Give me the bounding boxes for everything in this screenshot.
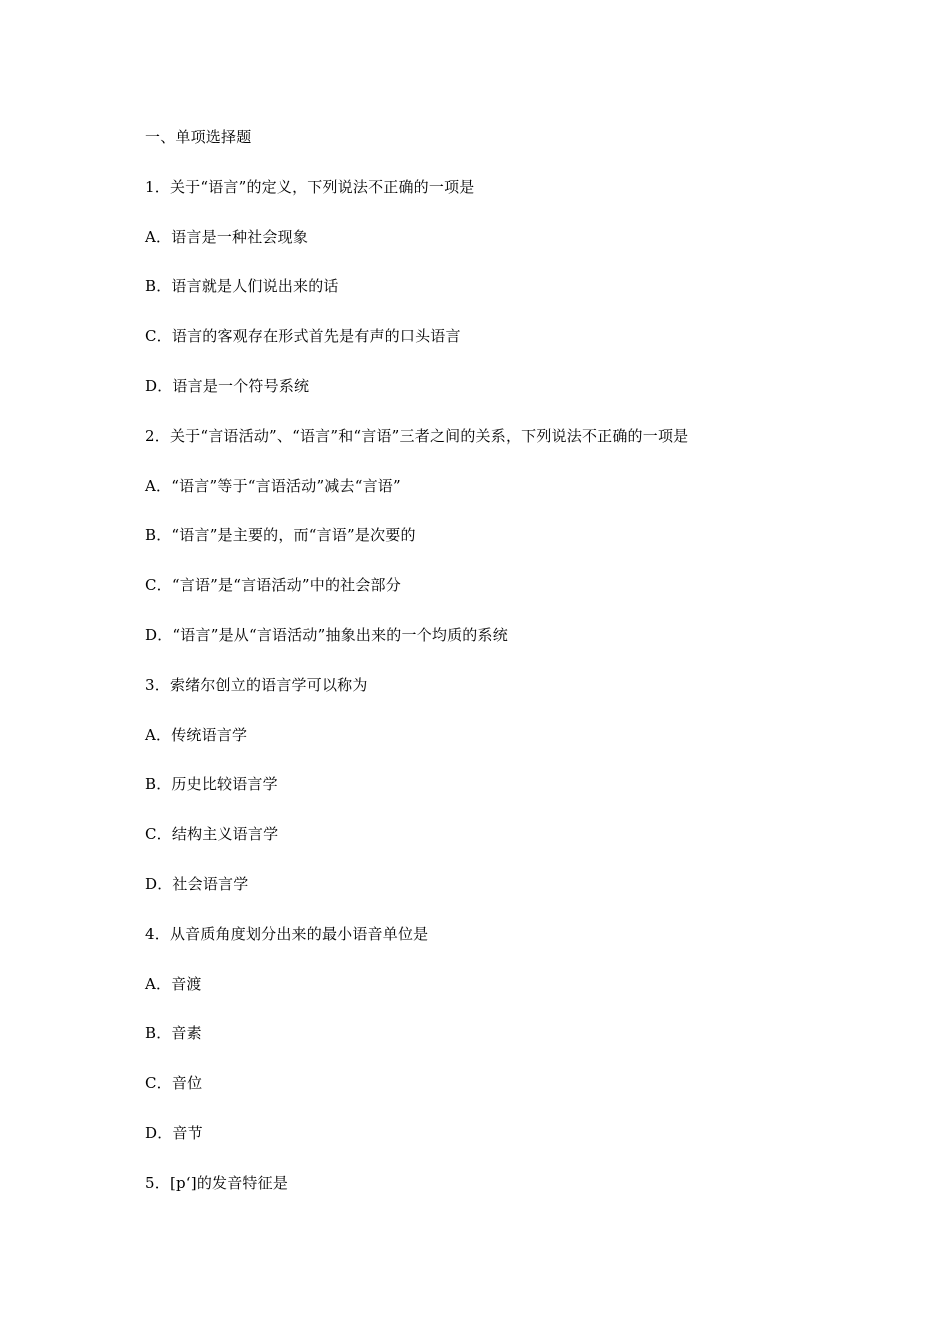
question-4-option-c: C．音位 <box>145 1074 203 1093</box>
question-1-stem: 1．关于“语言”的定义，下列说法不正确的一项是 <box>145 177 475 196</box>
question-4-option-d: D．音节 <box>145 1123 203 1142</box>
question-5-stem: 5．[p‘]的发音特征是 <box>145 1173 289 1192</box>
question-2-option-b: B．“语言”是主要的，而“言语”是次要的 <box>145 526 416 545</box>
document-content <box>145 126 845 1222</box>
section-title: 一、单项选择题 <box>145 128 252 146</box>
question-1-option-c: C．语言的客观存在形式首先是有声的口头语言 <box>145 327 461 346</box>
question-1-option-a: A．语言是一种社会现象 <box>145 227 309 246</box>
question-3-stem: 3．索绪尔创立的语言学可以称为 <box>145 675 368 694</box>
question-3-option-b: B．历史比较语言学 <box>145 775 278 794</box>
question-4-option-b: B．音素 <box>145 1024 202 1043</box>
question-1-option-b: B．语言就是人们说出来的话 <box>145 277 339 296</box>
question-4-option-a: A．音渡 <box>145 974 202 993</box>
question-3-option-c: C．结构主义语言学 <box>145 825 279 844</box>
question-3-option-a: A．传统语言学 <box>145 725 248 744</box>
question-2-option-d: D．“语言”是从“言语活动”抽象出来的一个均质的系统 <box>145 625 508 644</box>
question-2-option-a: A．“语言”等于“言语活动”减去“言语” <box>145 476 401 495</box>
question-3-option-d: D．社会语言学 <box>145 874 249 893</box>
question-1-option-d: D．语言是一个符号系统 <box>145 376 310 395</box>
question-4-stem: 4．从音质角度划分出来的最小语音单位是 <box>145 924 429 943</box>
question-2-option-c: C．“言语”是“言语活动”中的社会部分 <box>145 576 401 595</box>
question-2-stem: 2．关于“言语活动”、“语言”和“言语”三者之间的关系，下列说法不正确的一项是 <box>145 426 689 445</box>
